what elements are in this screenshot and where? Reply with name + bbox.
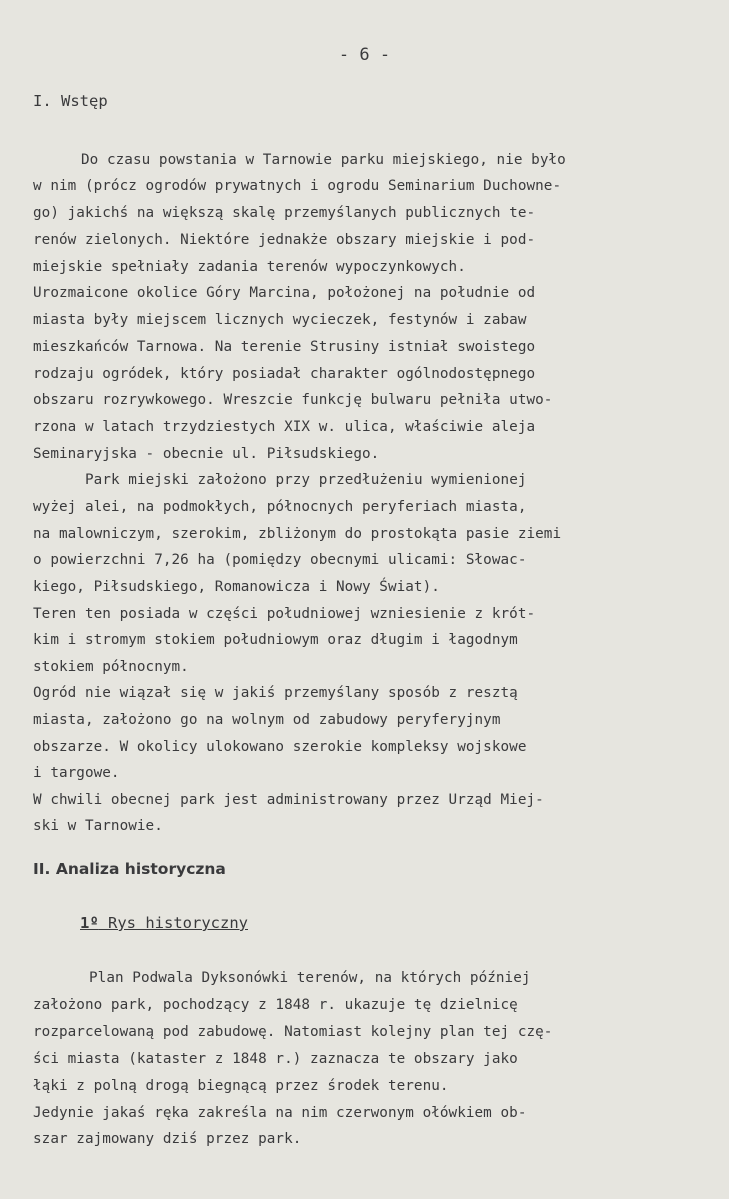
text-line: na malowniczym, szerokim, zbliżonym do prostokąta pasie ziemi — [33, 526, 562, 542]
text-line: Plan Podwala Dyksonówki terenów, na których później — [89, 970, 531, 986]
text-line: i targowe. — [33, 765, 120, 781]
text-line: rzona w latach trzydziestych XIX w. ulica, właściwie aleja — [33, 419, 536, 435]
text-line: stokiem północnym. — [33, 659, 189, 675]
text-line: szar zajmowany dziś przez park. — [33, 1131, 302, 1147]
text-line: ści miasta (kataster z 1848 r.) zaznacza te obszary jako — [33, 1051, 518, 1067]
text-line: miejskie spełniały zadania terenów wypoczynkowych. — [33, 259, 466, 275]
text-line: Teren ten posiada w części południowej wzniesienie z krót- — [33, 606, 536, 622]
text-line: obszarze. W okolicy ulokowano szerokie kompleksy wojskowe — [33, 739, 527, 755]
text-line: miasta, założono go na wolnym od zabudowy peryferyjnym — [33, 712, 501, 728]
page-number: - 6 - — [338, 45, 391, 65]
text-line: rodzaju ogródek, który posiadał charakter ogólnodostępnego — [33, 366, 536, 382]
text-line: Jedynie jakaś ręka zakreśla na nim czerwonym ołówkiem ob- — [33, 1105, 527, 1121]
text-line: kiego, Piłsudskiego, Romanowicza i Nowy Świat). — [33, 579, 440, 595]
text-line: renów zielonych. Niektóre jednakże obszary miejskie i pod- — [33, 232, 536, 248]
text-line: ski w Tarnowie. — [33, 818, 163, 834]
text-line: kim i stromym stokiem południowym oraz długim i łagodnym — [33, 632, 518, 648]
text-line: o powierzchni 7,26 ha (pomiędzy obecnymi ulicami: Słowac- — [33, 552, 527, 568]
text-line: Seminaryjska - obecnie ul. Piłsudskiego. — [33, 446, 380, 462]
text-line: założono park, pochodzący z 1848 r. ukazuje tę dzielnicę — [33, 997, 518, 1013]
section-heading-intro: I. Wstęp — [33, 92, 108, 110]
text-line: mieszkańców Tarnowa. Na terenie Strusiny istniał swoistego — [33, 339, 536, 355]
text-line: Park miejski założono przy przedłużeniu wymienionej — [85, 472, 527, 488]
subsection-title: Rys historyczny — [108, 914, 248, 932]
text-line: W chwili obecnej park jest administrowany przez Urząd Miej- — [33, 792, 544, 808]
text-line: łąki z polną drogą biegnącą przez środek terenu. — [33, 1078, 449, 1094]
subsection-number: 1º — [80, 914, 99, 932]
text-line: Do czasu powstania w Tarnowie parku miejskiego, nie było — [81, 152, 566, 168]
text-line: w nim (prócz ogrodów prywatnych i ogrodu Seminarium Duchowne- — [33, 178, 562, 194]
text-line: go) jakichś na większą skalę przemyślanych publicznych te- — [33, 205, 536, 221]
subsection-heading — [80, 914, 248, 932]
text-line: rozparcelowaną pod zabudowę. Natomiast kolejny plan tej czę- — [33, 1024, 553, 1040]
text-line: obszaru rozrywkowego. Wreszcie funkcję bulwaru pełniła utwo- — [33, 392, 553, 408]
text-line: wyżej alei, na podmokłych, północnych peryferiach miasta, — [33, 499, 527, 515]
text-line: Ogród nie wiązał się w jakiś przemyślany sposób z resztą — [33, 685, 518, 701]
text-line: Urozmaicone okolice Góry Marcina, położonej na południe od — [33, 285, 536, 301]
section-heading-history: II. Analiza historyczna — [33, 860, 226, 878]
text-line: miasta były miejscem licznych wycieczek, festynów i zabaw — [33, 312, 527, 328]
